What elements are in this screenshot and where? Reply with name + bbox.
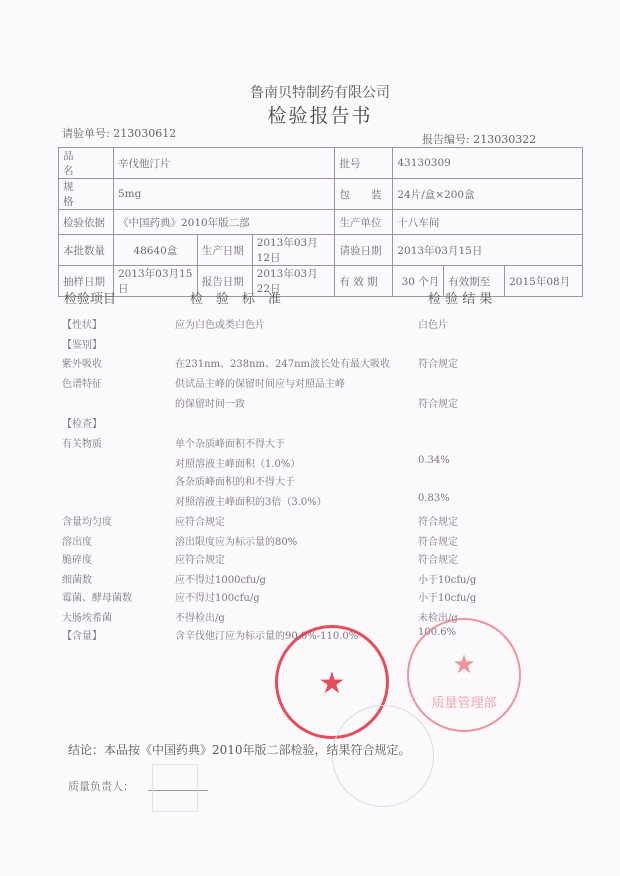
req-date: 2013年03月15日 xyxy=(393,235,583,266)
conclusion: 结论：本品按《中国药典》2010年版二部检验，结果符合规定。 xyxy=(68,743,411,757)
row-item: 大肠埃希菌 xyxy=(62,613,112,624)
row-result: 100.6% xyxy=(418,627,457,638)
company-name: 鲁南贝特制药有限公司 xyxy=(250,85,390,101)
qa-department-seal xyxy=(407,618,521,732)
row-standard: 对照溶液主峰面积（1.0%） xyxy=(175,459,301,470)
seal-text: 质量管理部 xyxy=(431,696,497,711)
report-date: 2013年03月22日 xyxy=(252,266,335,297)
column-standard: 检 验 标 准 xyxy=(190,292,282,307)
row-item: 溶出度 xyxy=(62,537,92,548)
quantity: 48640盒 xyxy=(113,235,197,266)
report-title: 检验报告书 xyxy=(267,105,373,127)
row-item: 【性状】 xyxy=(62,320,102,331)
row-result: 符合规定 xyxy=(418,537,458,548)
request-no-label: 请验单号: xyxy=(62,127,110,140)
row-result: 符合规定 xyxy=(418,359,458,370)
prod-date-label: 生产日期 xyxy=(197,235,252,266)
row-standard: 单个杂质峰面积不得大于 xyxy=(175,439,285,450)
request-number xyxy=(62,125,176,141)
expiry-label: 有效期至 xyxy=(444,266,505,297)
row-item: 霉菌、酵母菌数 xyxy=(62,593,132,604)
row-standard: 在231nm、238nm、247nm波长处有最大吸收 xyxy=(175,359,391,370)
row-standard: 各杂质峰面积的和不得大于 xyxy=(175,477,295,488)
sample-date: 2013年03月15日 xyxy=(113,266,197,297)
package-label: 包 装 xyxy=(335,179,393,210)
basis-label: 检验依据 xyxy=(59,210,114,235)
req-date-label: 请验日期 xyxy=(335,235,393,266)
row-standard: 不得检出/g xyxy=(175,613,225,624)
report-no-label: 报告编号: xyxy=(422,133,470,146)
row-standard: 供试品主峰的保留时间应与对照品主峰 xyxy=(175,379,345,390)
row-result: 0.83% xyxy=(418,493,450,504)
row-result: 符合规定 xyxy=(418,399,458,410)
basis: 《中国药典》2010年版二部 xyxy=(113,210,335,235)
row-result: 符合规定 xyxy=(418,517,458,528)
row-standard: 应符合规定 xyxy=(175,517,225,528)
sample-date-label: 抽样日期 xyxy=(59,266,114,297)
product-name: 辛伐他汀片 xyxy=(113,148,335,179)
row-item: 紫外吸收 xyxy=(62,359,102,370)
row-item: 色谱特征 xyxy=(62,379,102,390)
signature-stamp xyxy=(152,764,198,812)
column-result: 检 验 结 果 xyxy=(428,292,493,307)
row-item: 【鉴别】 xyxy=(62,340,102,351)
package: 24片/盒×200盒 xyxy=(393,179,583,210)
report-number xyxy=(422,131,536,147)
row-item: 细菌数 xyxy=(62,575,92,586)
row-result: 小于10cfu/g xyxy=(418,593,477,604)
validity-label: 有 效 期 xyxy=(335,266,393,297)
row-result: 小于10cfu/g xyxy=(418,575,477,586)
row-item: 【检查】 xyxy=(62,419,102,430)
row-item: 【含量】 xyxy=(62,631,102,642)
production-unit: 十八车间 xyxy=(393,210,583,235)
spec-label: 规 格 xyxy=(59,179,114,210)
report-no-value: 213030322 xyxy=(473,133,537,146)
batch-label: 批号 xyxy=(335,148,393,179)
row-result: 符合规定 xyxy=(418,555,458,566)
row-item: 脆碎度 xyxy=(62,555,92,566)
column-item: 检验项目 xyxy=(64,292,117,307)
batch-number: 43130309 xyxy=(393,148,583,179)
request-no-value: 213030612 xyxy=(113,127,177,140)
info-table xyxy=(58,147,583,297)
unit-label: 生产单位 xyxy=(335,210,393,235)
row-standard: 含辛伐他汀应为标示量的90.0%-110.0% xyxy=(175,631,359,642)
prod-date: 2013年03月12日 xyxy=(252,235,335,266)
signer-label: 质量负责人： xyxy=(68,780,134,793)
row-result: 未检出/g xyxy=(418,613,458,624)
row-standard: 应为白色或类白色片 xyxy=(175,320,265,331)
row-standard: 溶出限度应为标示量的80% xyxy=(175,537,298,548)
quantity-label: 本批数量 xyxy=(59,235,114,266)
row-standard: 应不得过100cfu/g xyxy=(175,593,260,604)
spec: 5mg xyxy=(113,179,335,210)
row-standard: 应符合规定 xyxy=(175,555,225,566)
report-date-label: 报告日期 xyxy=(197,266,252,297)
row-standard: 应不得过1000cfu/g xyxy=(175,575,266,586)
row-result: 0.34% xyxy=(418,455,450,466)
expiry: 2015年08月 xyxy=(505,266,583,297)
row-standard: 的保留时间一致 xyxy=(175,399,245,410)
star-icon: ★ xyxy=(318,666,346,701)
star-icon: ★ xyxy=(452,650,476,680)
row-item: 有关物质 xyxy=(62,439,102,450)
row-result: 白色片 xyxy=(418,320,448,331)
row-standard: 对照溶液主峰面积的3倍（3.0%） xyxy=(175,497,327,508)
row-item: 含量均匀度 xyxy=(62,517,112,528)
validity: 30 个月 xyxy=(393,266,444,297)
product-name-label: 品 名 xyxy=(59,148,114,179)
